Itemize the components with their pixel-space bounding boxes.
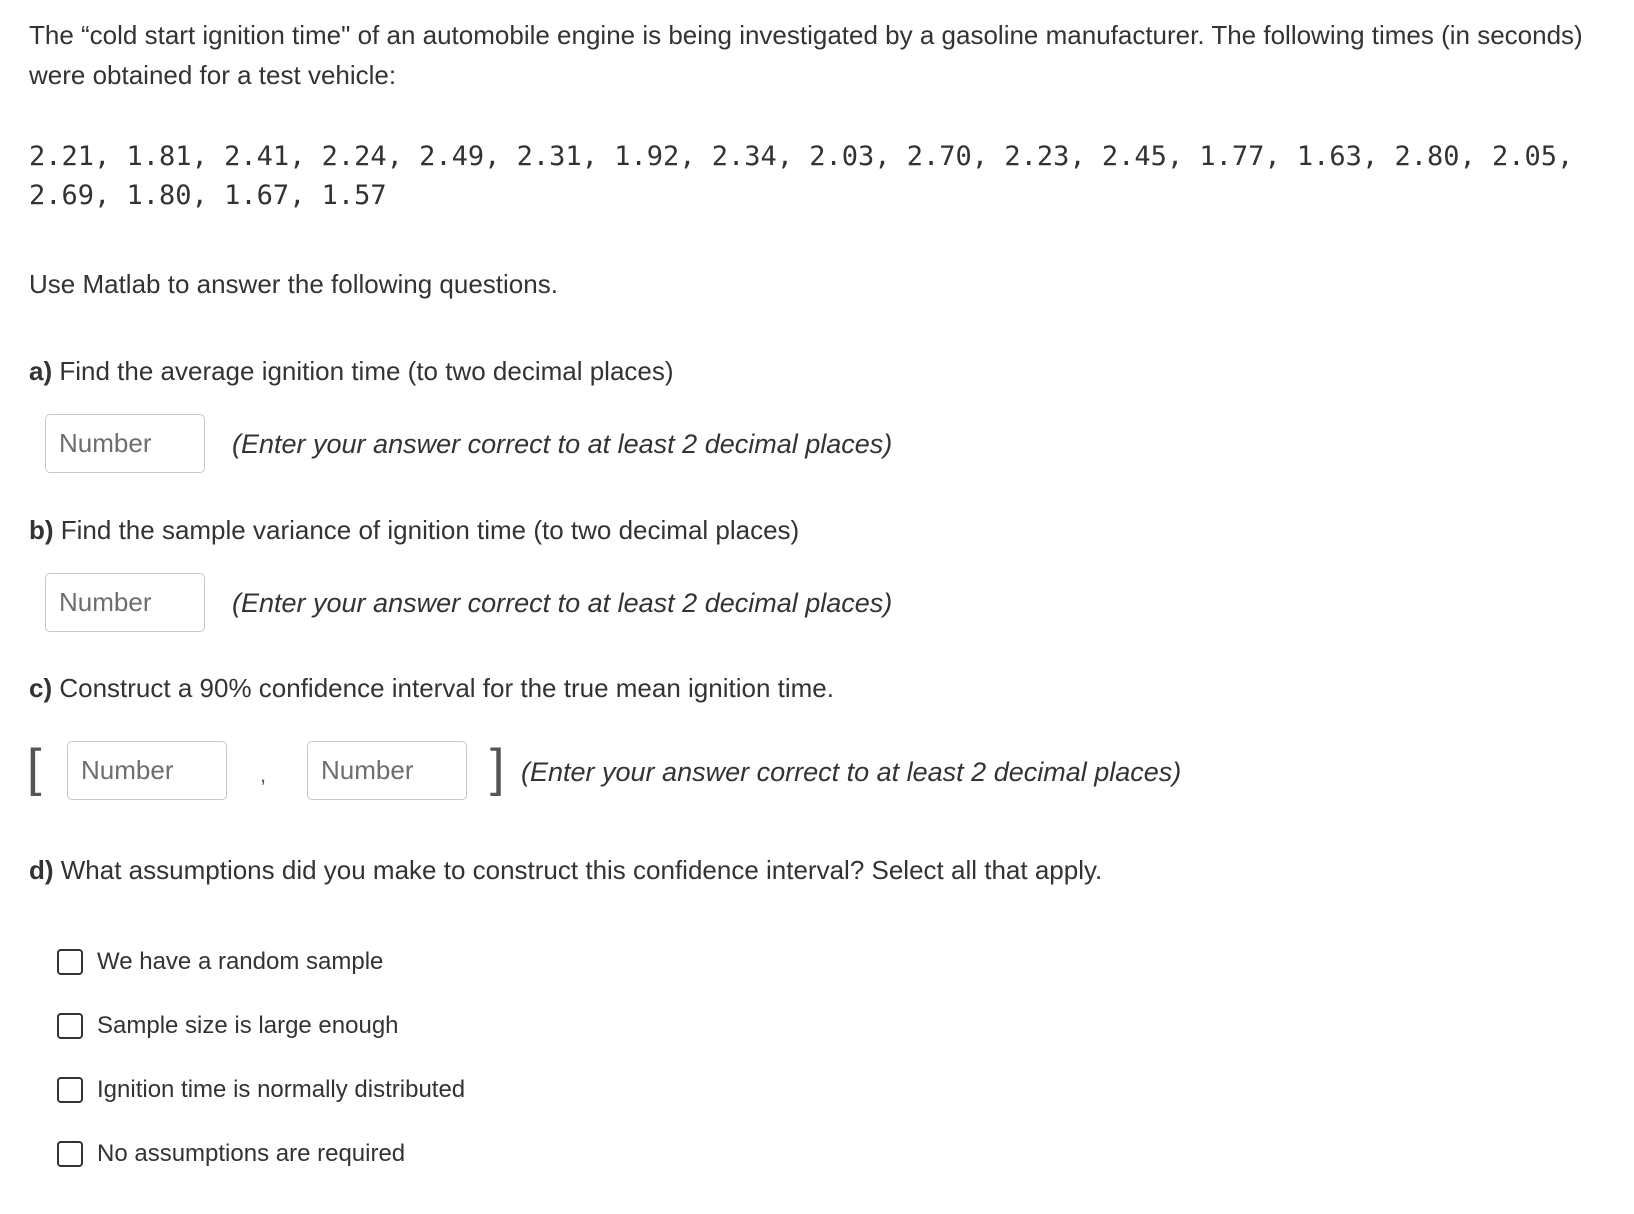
interval-upper-input[interactable] (307, 741, 467, 800)
normal-distribution-label: Ignition time is normally distributed (97, 1076, 466, 1103)
random-sample-label: We have a random sample (97, 948, 384, 975)
question-c-hint: (Enter your answer correct to at least 2 decimal places) (521, 757, 1182, 787)
no-assumptions-label: No assumptions are required (97, 1140, 406, 1167)
instruction-text: Use Matlab to answer the following questions. (29, 269, 558, 299)
question-a-label: a) (29, 356, 53, 386)
question-d-label: d) (29, 855, 54, 885)
question-b (29, 510, 799, 550)
assumption-option-no-assumptions[interactable] (57, 1134, 405, 1174)
data-values-line-2: 2.69, 1.80, 1.67, 1.57 (29, 180, 387, 211)
large-sample-checkbox[interactable] (57, 1013, 83, 1039)
problem-intro: The “cold start ignition time" of an automobile engine is being investigated by a gasoline manufacturer. The following times (in seconds) were obtained for a test vehicle: (29, 20, 1583, 90)
question-c (29, 668, 834, 708)
assumption-option-normal-distribution[interactable] (57, 1070, 465, 1110)
question-d (29, 850, 1102, 890)
no-assumptions-checkbox[interactable] (57, 1141, 83, 1167)
large-sample-label: Sample size is large enough (97, 1012, 399, 1039)
question-c-text: Construct a 90% confidence interval for the true mean ignition time. (52, 673, 834, 703)
average-answer-input[interactable] (45, 414, 205, 473)
interval-open-bracket: [ (27, 739, 42, 797)
assumption-option-large-sample[interactable] (57, 1006, 399, 1046)
random-sample-checkbox[interactable] (57, 949, 83, 975)
question-b-label: b) (29, 515, 54, 545)
variance-answer-input[interactable] (45, 573, 205, 632)
question-b-text: Find the sample variance of ignition time (to two decimal places) (53, 515, 800, 545)
data-values-line-1: 2.21, 1.81, 2.41, 2.24, 2.49, 2.31, 1.92, 2.34, 2.03, 2.70, 2.23, 2.45, 1.77, 1.63, 2.80, 2.05, (29, 141, 1574, 172)
normal-distribution-checkbox[interactable] (57, 1077, 83, 1103)
interval-close-bracket: ] (490, 739, 505, 797)
question-c-label: c) (29, 673, 53, 703)
interval-lower-input[interactable] (67, 741, 227, 800)
question-d-text: What assumptions did you make to construct this confidence interval? Select all that apply. (53, 855, 1103, 885)
question-a (29, 351, 674, 391)
interval-separator: , (260, 762, 267, 787)
question-a-hint: (Enter your answer correct to at least 2 decimal places) (232, 429, 893, 459)
question-b-hint: (Enter your answer correct to at least 2 decimal places) (232, 588, 893, 618)
assumption-option-random-sample[interactable] (57, 942, 383, 982)
question-a-text: Find the average ignition time (to two decimal places) (52, 356, 674, 386)
